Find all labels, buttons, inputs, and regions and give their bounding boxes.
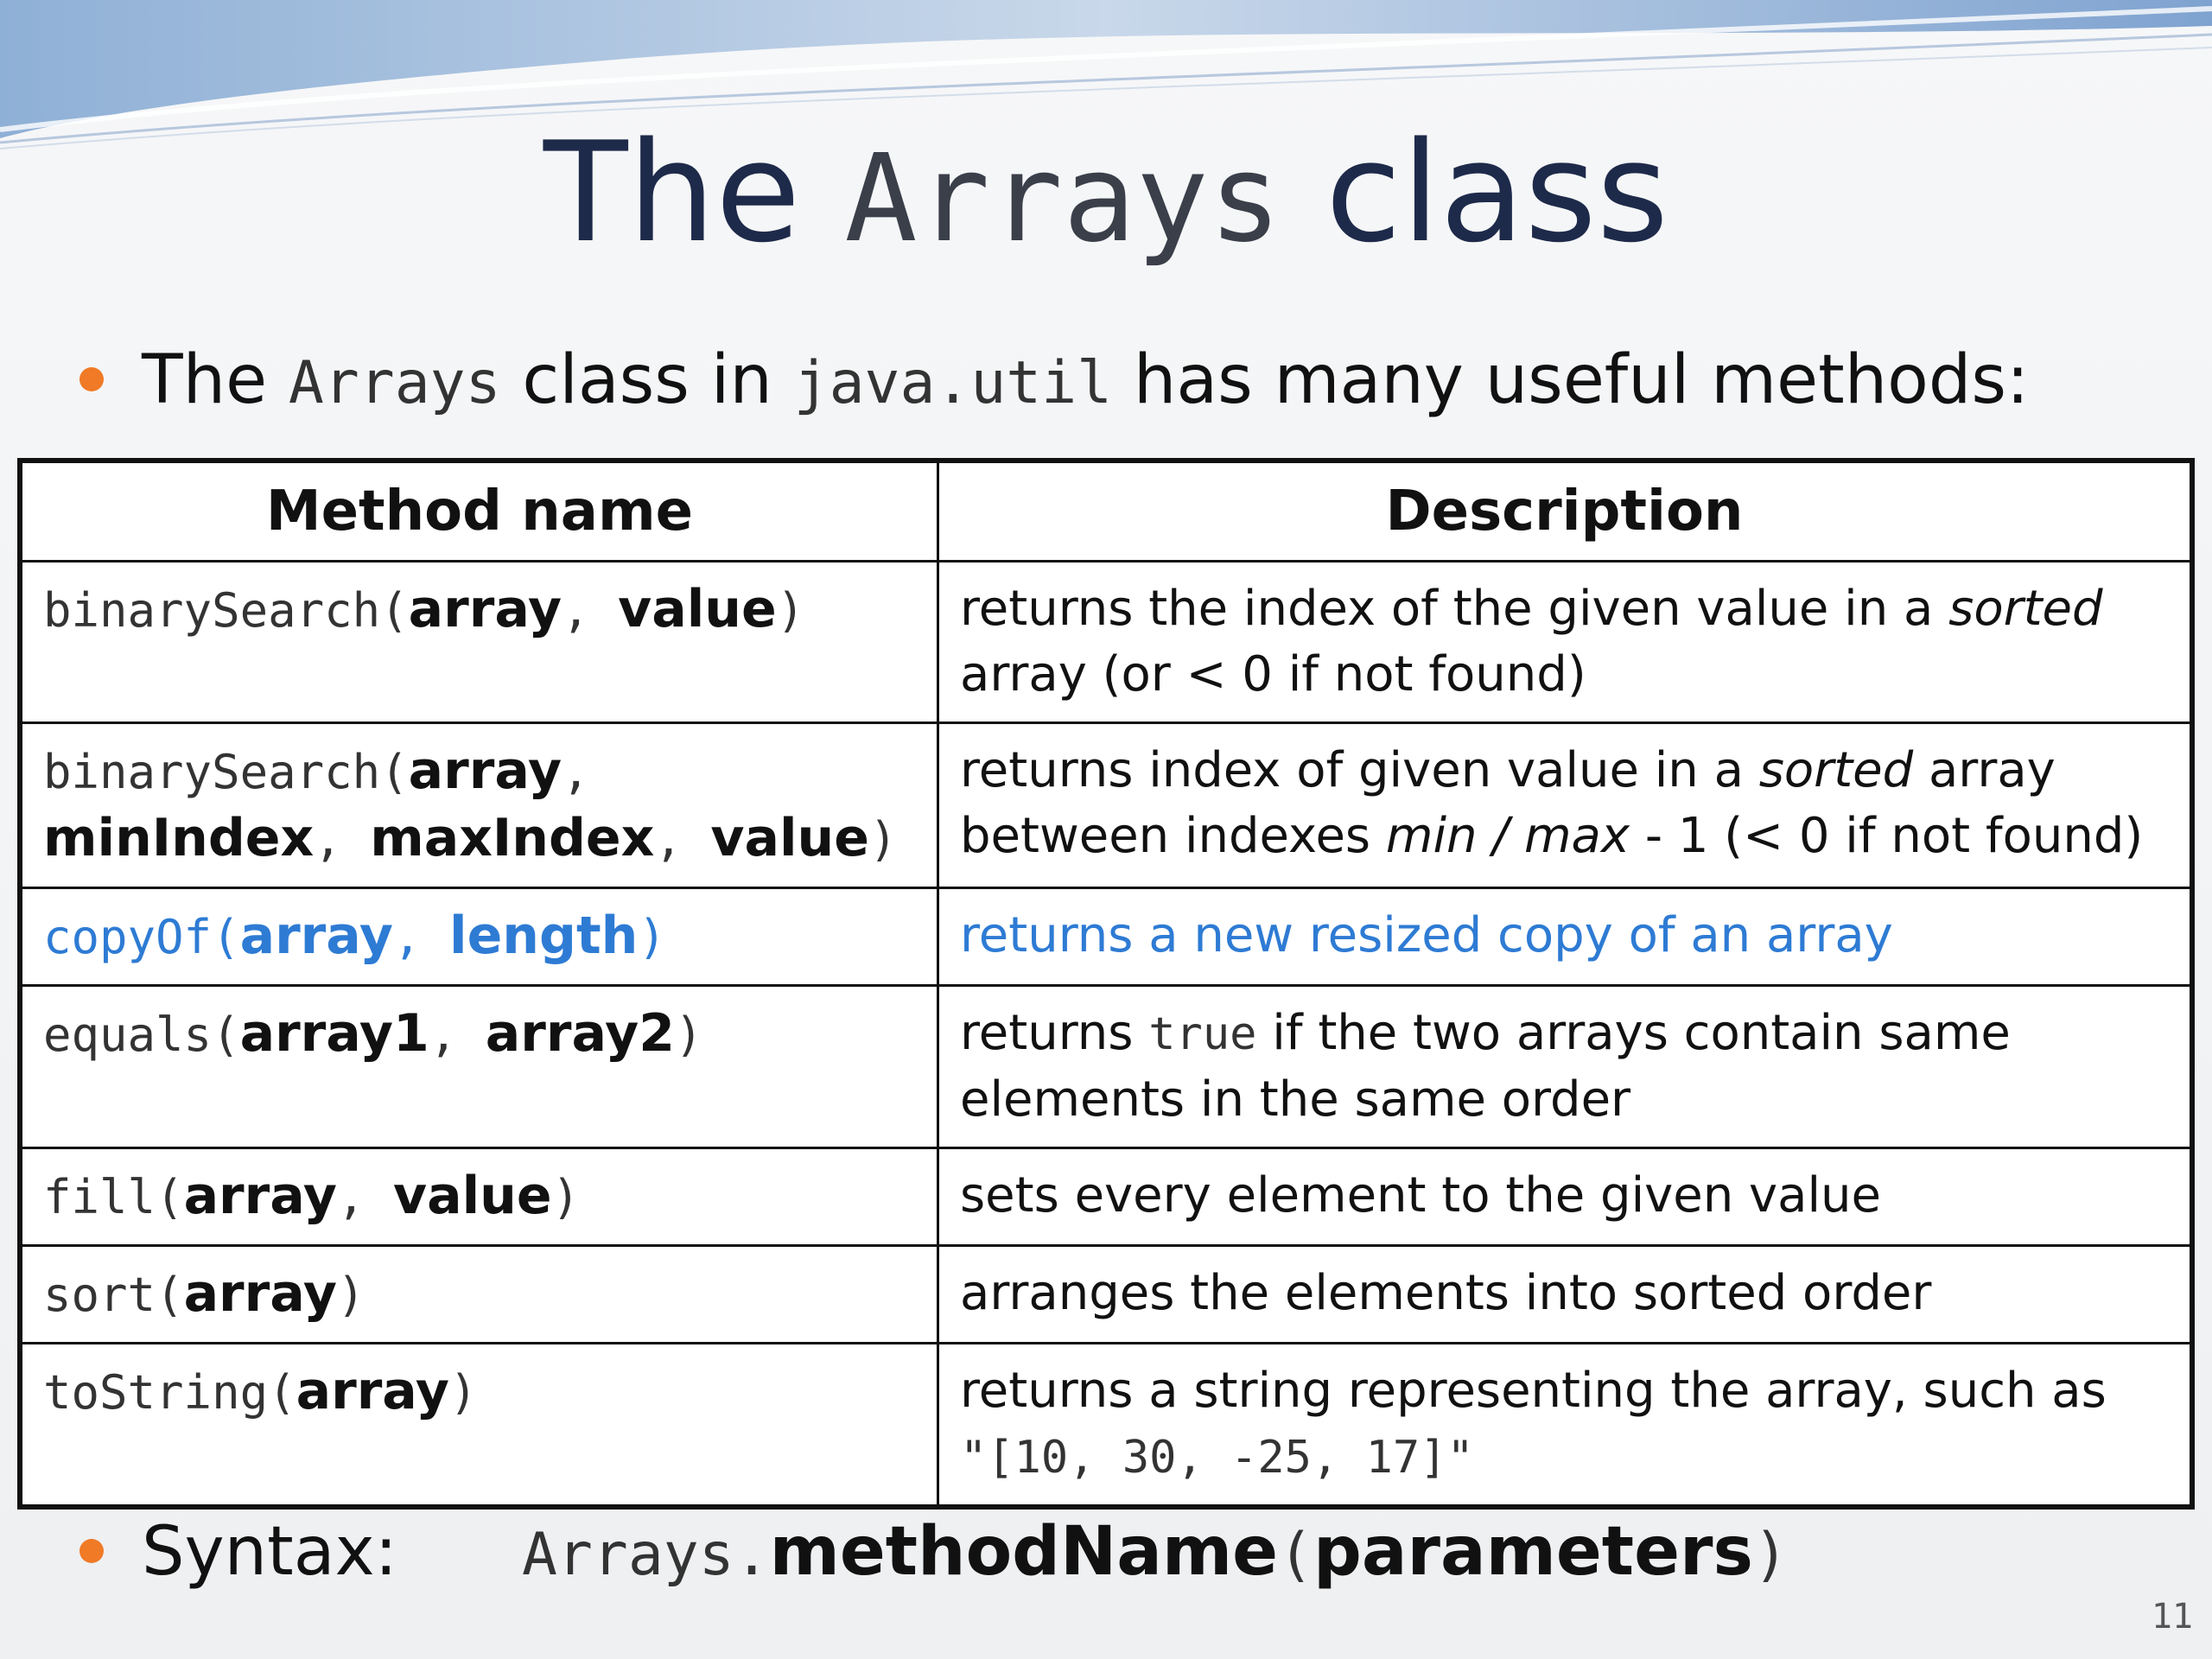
method-param: array2 [485,1003,675,1064]
description-cell: returns a new resized copy of an array [938,888,2193,986]
method-param: value [393,1166,552,1226]
method-param: array [296,1361,450,1421]
method-param: minIndex [43,808,315,868]
method-name: copyOf [43,910,213,964]
method-param: length [449,906,639,966]
method-cell: equals(array1, array2) [20,986,938,1148]
method-param: array [408,741,563,801]
bullet-text: class in [522,341,772,419]
method-cell: sort(array) [20,1246,938,1344]
syntax-label: Syntax: [142,1513,397,1591]
bullet-code: Arrays [288,349,501,417]
page-number: 11 [2151,1597,2193,1637]
description-text: returns a string representing the array, such as [960,1363,2107,1419]
method-param: array [239,906,394,966]
description-code: true [1148,1008,1257,1060]
table-row [20,723,2192,888]
syntax-class-code: Arrays. [522,1521,770,1589]
method-cell: toString(array) [20,1344,938,1508]
syntax-params: parameters [1313,1513,1753,1591]
bullet-text: has many useful methods: [1133,341,2030,419]
table-row-highlighted [20,888,2192,986]
method-param: array [183,1263,337,1324]
description-code: "[10, 30, -25, 17]" [960,1432,1474,1484]
method-cell: copyOf(array, length) [20,888,938,986]
method-param: maxIndex [370,808,655,868]
description-text: returns the index of the given value in a [960,581,1934,637]
description-text: returns index of given value in a [960,742,1744,798]
method-param: value [710,808,869,868]
description-cell: arranges the elements into sorted order [938,1246,2193,1344]
description-emphasis: / [1492,808,1510,864]
table-row [20,1246,2192,1344]
method-cell: binarySearch(array, minIndex, maxIndex, value) [20,723,938,888]
bullet-code: java.util [793,349,1113,417]
column-header-method-name: Method name [20,461,938,562]
description-emphasis: sorted [1948,581,2103,637]
description-cell: sets every element to the given value [938,1148,2193,1246]
table-row [20,986,2192,1148]
methods-table [17,458,2195,1510]
method-name: sort [43,1268,156,1322]
method-name: binarySearch [43,583,381,638]
bullet-text: The [142,341,268,419]
syntax-paren: ( [1278,1521,1314,1589]
bullet-dot-icon [79,367,104,391]
bullet-syntax [79,1510,1789,1597]
table-header-row [20,461,2192,562]
table-row [20,1148,2192,1246]
method-param: array [183,1166,337,1226]
description-cell [938,723,2193,888]
description-text: if the two arrays contain same elements in the same order [960,1005,2011,1128]
method-cell: fill(array, value) [20,1148,938,1246]
title-text-after: class [1325,111,1669,273]
table-row [20,562,2192,723]
description-emphasis: max [1524,808,1630,864]
method-param: array1 [239,1003,429,1064]
method-name: equals [43,1007,213,1062]
method-name: binarySearch [43,745,381,799]
method-param: value [618,579,777,639]
description-text: - 1 (< 0 if not found) [1644,808,2144,864]
bullet-intro [79,339,2029,425]
description-text: returns [960,1005,1134,1061]
description-cell [938,562,2193,723]
syntax-paren: ) [1752,1521,1789,1589]
method-cell: binarySearch(array, value) [20,562,938,723]
title-code: Arrays [844,129,1282,270]
description-emphasis: sorted [1758,742,1914,798]
description-cell [938,986,2193,1148]
table-row [20,1344,2192,1508]
page-title [0,111,2212,282]
description-emphasis: min [1385,808,1478,864]
column-header-description: Description [938,461,2193,562]
description-cell [938,1344,2193,1508]
bullet-dot-icon [79,1539,104,1563]
method-name: toString [43,1365,269,1420]
method-name: fill [43,1170,156,1224]
syntax-method: methodName [769,1513,1279,1591]
description-text: array between indexes [960,742,2056,864]
description-text: array (or < 0 if not found) [960,646,1586,702]
title-text-before: The [543,111,801,273]
method-param: array [408,579,563,639]
